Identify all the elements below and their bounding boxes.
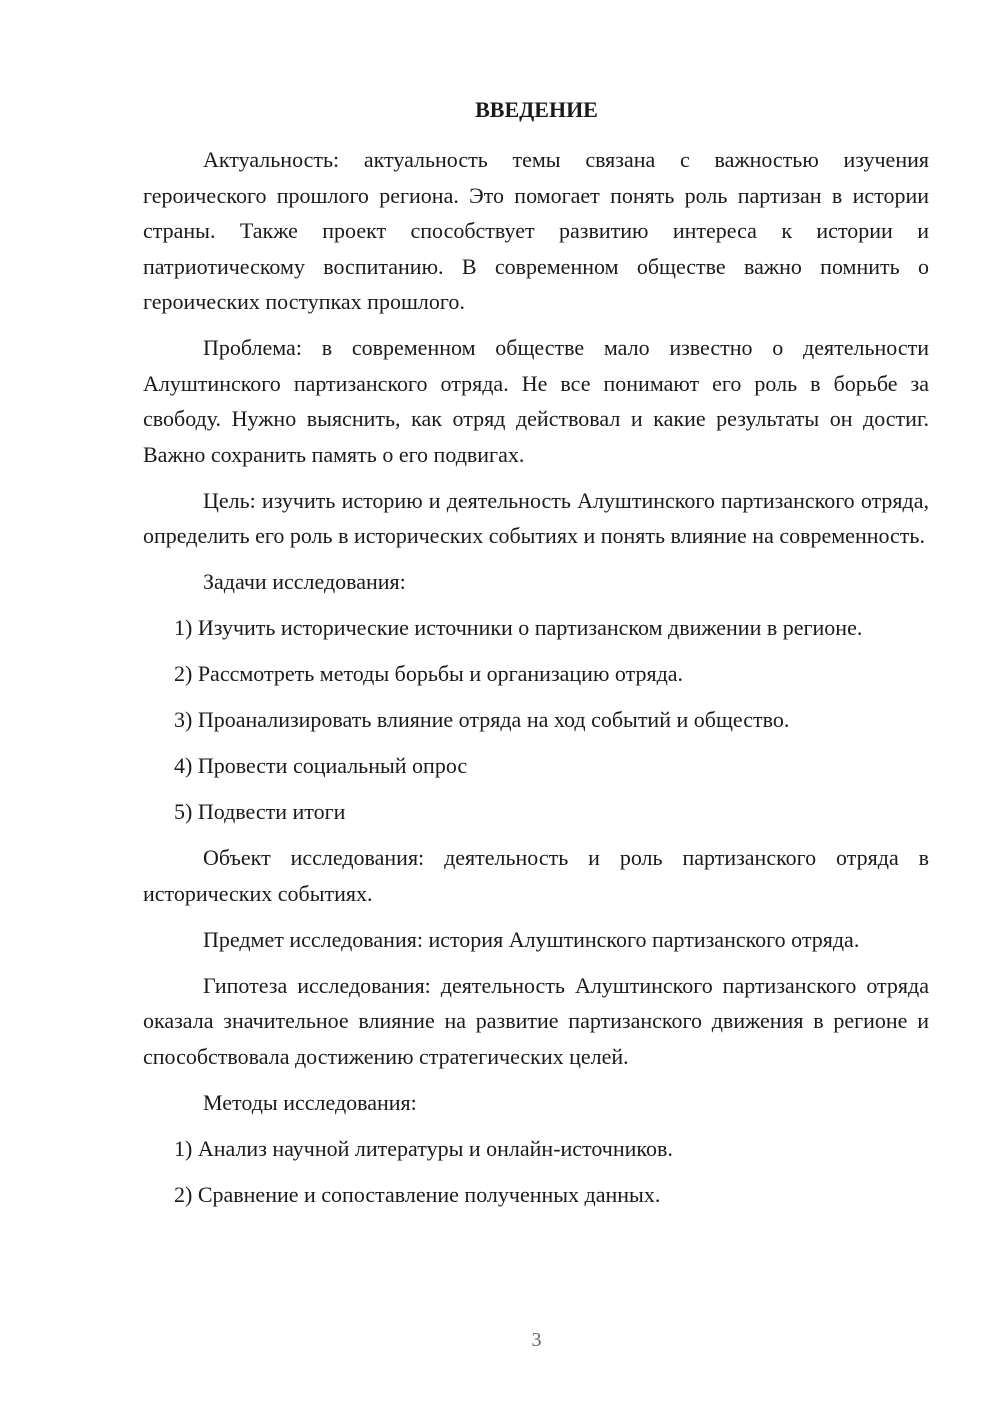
page-number: 3	[531, 1329, 542, 1351]
paragraph-problem: Проблема: в современном обществе мало известно о деятельности Алуштинского партизанского отряда. Не все понимают его роль в борьбе за свободу. Нужно выяснить, как отряд действовал и какие результаты он достиг. Важно сохранить память о его подвигах.	[143, 335, 929, 467]
list-item-task: 3) Проанализировать влияние отряда на ход событий и общество.	[174, 707, 790, 732]
section-heading: ВВЕДЕНИЕ	[475, 97, 598, 122]
list-item-task: 4) Провести социальный опрос	[174, 753, 468, 778]
list-item-method: 1) Анализ научной литературы и онлайн-источников.	[174, 1135, 673, 1161]
list-item-task: 1) Изучить исторические источники о партизанском движении в регионе.	[174, 615, 863, 640]
paragraph-methods-title: Методы исследования:	[203, 1089, 417, 1115]
document-body	[143, 142, 929, 1212]
paragraph-goal: Цель: изучить историю и деятельность Алуштинского партизанского отряда, определить его роль в исторических событиях и понять влияние на современность.	[143, 487, 929, 548]
list-item-task: 5) Подвести итоги	[174, 799, 346, 824]
list-item-task: 2) Рассмотреть методы борьбы и организацию отряда.	[174, 661, 684, 686]
list-item-method: 2) Сравнение и сопоставление полученных данных.	[174, 1181, 661, 1207]
paragraph-tasks-title: Задачи исследования:	[203, 569, 406, 594]
paragraph-relevance: Актуальность: актуальность темы связана с важностью изучения героического прошлого региона. Это помогает понять роль партизан в истории страны. Также проект способствует развитию интереса к истории и патриотическому воспитанию. В современном обществе важно помнить о героических поступках прошлого.	[143, 147, 929, 314]
paragraph-subject: Предмет исследования: история Алуштинского партизанского отряда.	[203, 926, 860, 952]
paragraph-object: Объект исследования: деятельность и роль партизанского отряда в исторических событиях.	[143, 845, 929, 906]
paragraph-hypothesis: Гипотеза исследования: деятельность Алуштинского партизанского отряда оказала значительное влияние на развитие партизанского движения в регионе и способствовала достижению стратегических целей.	[143, 972, 929, 1069]
